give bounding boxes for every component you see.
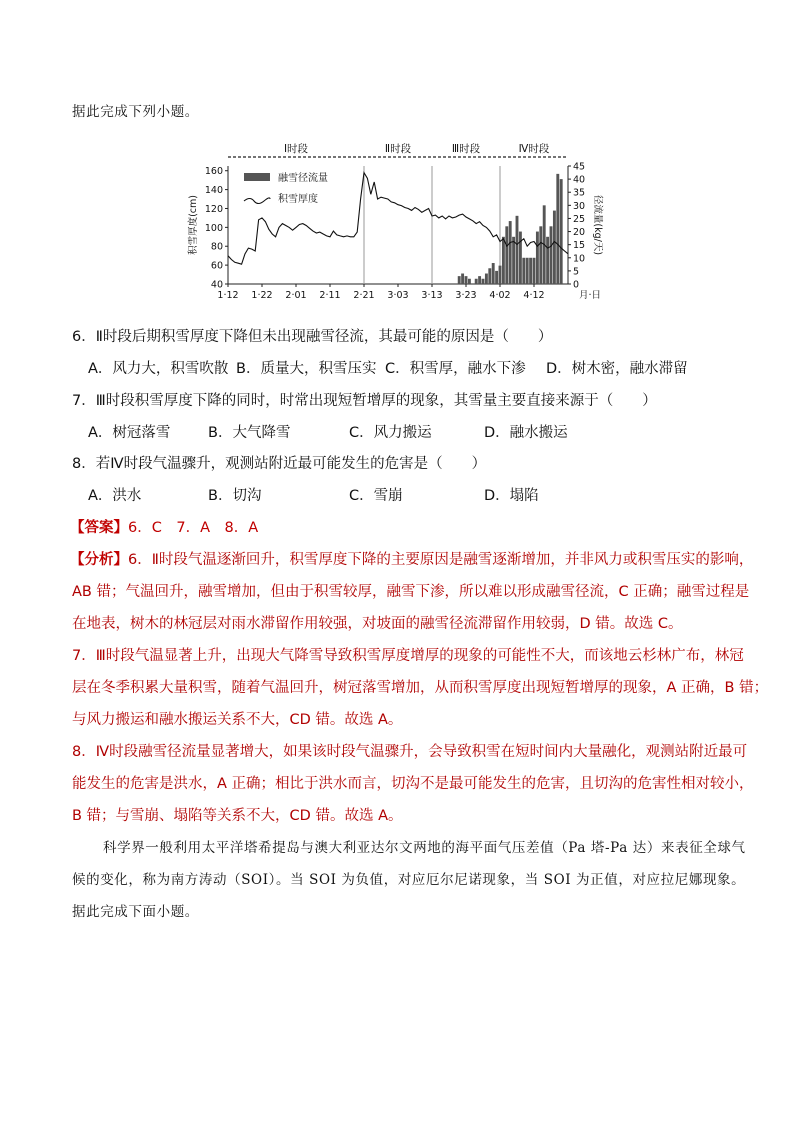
q8-option-d[interactable]: D．塌陷 (484, 488, 539, 504)
runoff-bar (499, 266, 502, 284)
runoff-bar (560, 179, 563, 284)
y-right-tick-label: 15 (573, 240, 586, 252)
y-left-tick-label: 40 (210, 279, 223, 291)
x-tick-label: 3·23 (455, 290, 477, 301)
analysis-line-1 (70, 548, 753, 569)
x-tick-label: 3·13 (421, 290, 443, 301)
analysis-line-2: AB 错；气温回升，融雪增加，但由于积雪较厚，融雪下渗，所以难以形成融雪径流，C 正确；融雪过程是 (72, 584, 750, 600)
y-left-tick-label: 60 (210, 260, 223, 272)
legend-runoff-label: 融雪径流量 (278, 173, 328, 184)
period-label: Ⅳ时段 (518, 143, 550, 155)
runoff-bar (458, 276, 461, 284)
period-label: Ⅱ时段 (384, 143, 412, 155)
runoff-bar (502, 237, 505, 284)
runoff-bar (482, 279, 485, 284)
analysis-line-4: 7．Ⅲ时段气温显著上升，出现大气降雪导致积雪厚度增厚的现象的可能性不大，而该地云杉林广布，林冠 (72, 648, 744, 664)
q6-option-c[interactable]: C．积雪厚，融水下渗 (385, 361, 526, 377)
runoff-bar (485, 274, 488, 284)
y-right-tick-label: 0 (573, 279, 580, 291)
x-tick-label: 2·11 (319, 290, 341, 301)
q8-option-c[interactable]: C．雪崩 (349, 488, 403, 504)
x-tick-label: 1·12 (217, 290, 239, 301)
q6-option-b[interactable]: B．质量大，积雪压实 (236, 361, 377, 377)
q7-option-d[interactable]: D．融水搬运 (484, 425, 568, 441)
y-left-axis-label: 积雪厚度(cm) (188, 195, 199, 255)
legend-depth-swatch (244, 198, 270, 204)
runoff-bar (516, 216, 519, 284)
runoff-bar (556, 174, 559, 284)
intro-line: 据此完成下列小题。 (72, 104, 199, 120)
x-tick-label: 2·01 (285, 290, 307, 301)
runoff-bar (468, 279, 471, 284)
runoff-bar (539, 226, 542, 284)
answer-label: 【答案】 (70, 520, 128, 536)
y-left-tick-label: 80 (210, 241, 223, 253)
intro2-line-1: 科学界一般利用太平洋塔希提岛与澳大利亚达尔文两地的海平面气压差值（Pa 塔-Pa 达）来表征全球气 (103, 840, 746, 856)
question-6-stem: 6．Ⅱ时段后期积雪厚度下降但未出现融雪径流，其最可能的原因是（ ） (72, 329, 553, 345)
x-unit-label: 月·日 (578, 290, 602, 301)
x-tick-label: 4·02 (489, 290, 511, 301)
y-left-tick-label: 160 (204, 166, 223, 178)
intro2-line-2: 候的变化，称为南方涛动（SOI）。当 SOI 为负值，对应厄尔尼诺现象，当 SOI 为正值，对应拉尼娜现象。 (72, 872, 746, 888)
runoff-bar (529, 258, 532, 284)
q7-option-c[interactable]: C．风力搬运 (349, 425, 432, 441)
runoff-bar (495, 271, 498, 284)
runoff-bar (461, 274, 464, 284)
runoff-bar (492, 263, 495, 284)
y-right-tick-label: 25 (573, 213, 586, 225)
y-right-tick-label: 5 (573, 266, 580, 278)
runoff-bar (533, 258, 536, 284)
question-8-stem: 8．若Ⅳ时段气温骤升，观测站附近最可能发生的危害是（ ） (72, 456, 487, 472)
period-label: Ⅲ时段 (451, 143, 481, 155)
analysis-line-7: 8．Ⅳ时段融雪径流量显著增大，如果该时段气温骤升，会导致积雪在短时间内大量融化，观测站附近最可 (72, 744, 748, 760)
q8-option-b[interactable]: B．切沟 (208, 488, 262, 504)
y-right-tick-label: 20 (573, 227, 586, 239)
runoff-bar (505, 226, 508, 284)
answer-text: 6．C 7．A 8．A (128, 520, 259, 536)
y-right-tick-label: 10 (573, 253, 586, 265)
analysis-line-6: 与风力搬运和融水搬运关系不大，CD 错。故选 A。 (72, 712, 403, 728)
runoff-bar (553, 211, 556, 284)
runoff-bar (478, 276, 481, 284)
y-right-tick-label: 40 (573, 174, 586, 186)
runoff-bar (509, 221, 512, 284)
q7-option-b[interactable]: B．大气降雪 (208, 425, 291, 441)
runoff-bar (519, 232, 522, 284)
analysis-label: 【分析】 (70, 552, 128, 568)
x-tick-label: 3·03 (387, 290, 409, 301)
runoff-bar (488, 268, 491, 284)
y-left-tick-label: 140 (204, 185, 223, 197)
q6-option-d[interactable]: D．树木密，融水滞留 (546, 361, 688, 377)
runoff-bar (536, 232, 539, 284)
analysis-line-9: B 错；与雪崩、塌陷等关系不大，CD 错。故选 A。 (72, 808, 403, 824)
legend-runoff-swatch (244, 173, 270, 181)
analysis-line-5: 层在冬季积累大量积雪，随着气温回升，树冠落雪增加，从而积雪厚度出现短暂增厚的现象，A 正确，B 错； (72, 680, 769, 696)
runoff-bar (465, 276, 468, 284)
period-label: Ⅰ时段 (283, 143, 309, 155)
y-right-tick-label: 30 (573, 200, 586, 212)
runoff-bar (475, 279, 478, 284)
analysis-line-8: 能发生的危害是洪水，A 正确；相比于洪水而言，切沟不是最可能发生的危害，且切沟的危害性相对较小， (72, 776, 754, 792)
runoff-bar (526, 258, 529, 284)
q6-option-a[interactable]: A．风力大，积雪吹散 (88, 361, 229, 377)
x-tick-label: 1·22 (251, 290, 273, 301)
question-7-stem: 7．Ⅲ时段积雪厚度下降的同时，时常出现短暂增厚的现象，其雪量主要直接来源于（ ） (72, 393, 657, 409)
runoff-bar (546, 237, 549, 284)
intro2-line-3: 据此完成下面小题。 (72, 904, 199, 920)
y-right-tick-label: 35 (573, 187, 586, 199)
x-tick-label: 4·12 (523, 290, 545, 301)
runoff-bar (550, 226, 553, 284)
q7-option-a[interactable]: A．树冠落雪 (88, 425, 171, 441)
y-left-tick-label: 100 (204, 222, 223, 234)
y-right-tick-label: 45 (573, 161, 586, 173)
x-tick-label: 2·21 (353, 290, 375, 301)
y-right-axis-label: 径流量(kg/天) (592, 194, 603, 256)
runoff-bar (512, 237, 515, 284)
legend-depth-label: 积雪厚度 (278, 194, 318, 205)
answer-line (70, 516, 258, 537)
analysis-text: 6．Ⅱ时段气温逐渐回升，积雪厚度下降的主要原因是融雪逐渐增加，并非风力或积雪压实的影响， (128, 552, 754, 568)
y-left-tick-label: 120 (204, 203, 223, 215)
runoff-bar (522, 258, 525, 284)
snow-runoff-chart (186, 136, 626, 316)
q8-option-a[interactable]: A．洪水 (88, 488, 142, 504)
analysis-line-3: 在地表，树木的林冠层对雨水滞留作用较强，对坡面的融雪径流滞留作用较弱，D 错。故选 C。 (72, 616, 683, 632)
